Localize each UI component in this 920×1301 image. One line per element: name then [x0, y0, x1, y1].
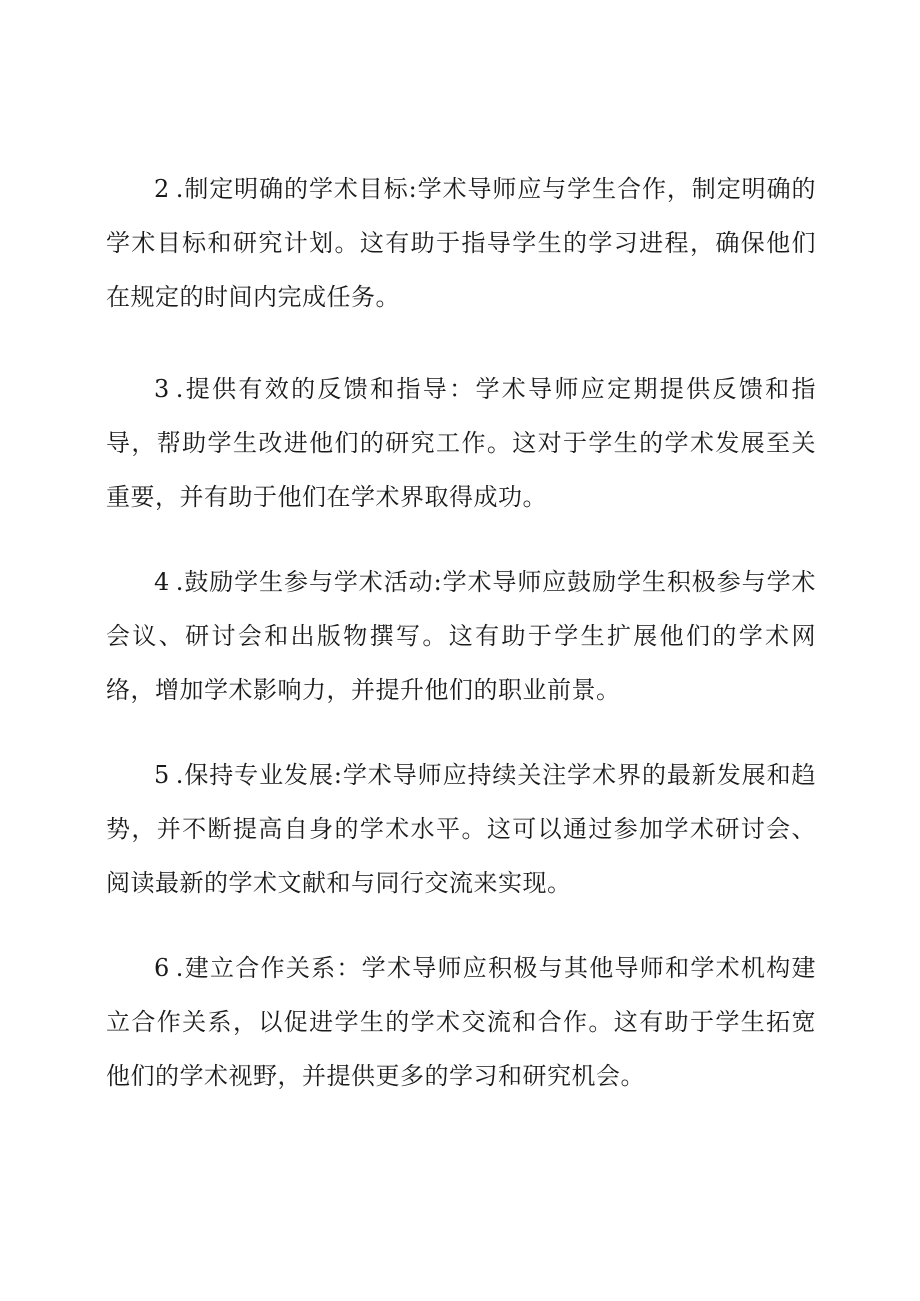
item-text: .制定明确的学术目标:学术导师应与学生合作，制定明确的学术目标和研究计划。这有助于指导学生的学习进程，确保他们在规定的时间内完成任务。 [106, 175, 816, 311]
item-number: 4 [154, 568, 170, 596]
item-text: .提供有效的反馈和指导：学术导师应定期提供反馈和指导，帮助学生改进他们的研究工作。这对于学生的学术发展至关重要，并有助于他们在学术界取得成功。 [106, 375, 816, 511]
list-item [106, 555, 816, 717]
list-item [106, 941, 816, 1103]
list-item [106, 162, 816, 324]
item-number: 3 [154, 375, 170, 403]
item-text: .建立合作关系：学术导师应积极与其他导师和学术机构建立合作关系，以促进学生的学术交流和合作。这有助于学生拓宽他们的学术视野，并提供更多的学习和研究机会。 [106, 954, 816, 1090]
list-item [106, 748, 816, 910]
list-item [106, 362, 816, 524]
item-number: 2 [154, 175, 170, 203]
item-number: 6 [154, 954, 170, 982]
item-text: .保持专业发展:学术导师应持续关注学术界的最新发展和趋势，并不断提高自身的学术水平。这可以通过参加学术研讨会、阅读最新的学术文献和与同行交流来实现。 [106, 761, 816, 897]
item-text: .鼓励学生参与学术活动:学术导师应鼓励学生积极参与学术会议、研讨会和出版物撰写。这有助于学生扩展他们的学术网络，增加学术影响力，并提升他们的职业前景。 [106, 568, 816, 704]
item-number: 5 [154, 761, 170, 789]
